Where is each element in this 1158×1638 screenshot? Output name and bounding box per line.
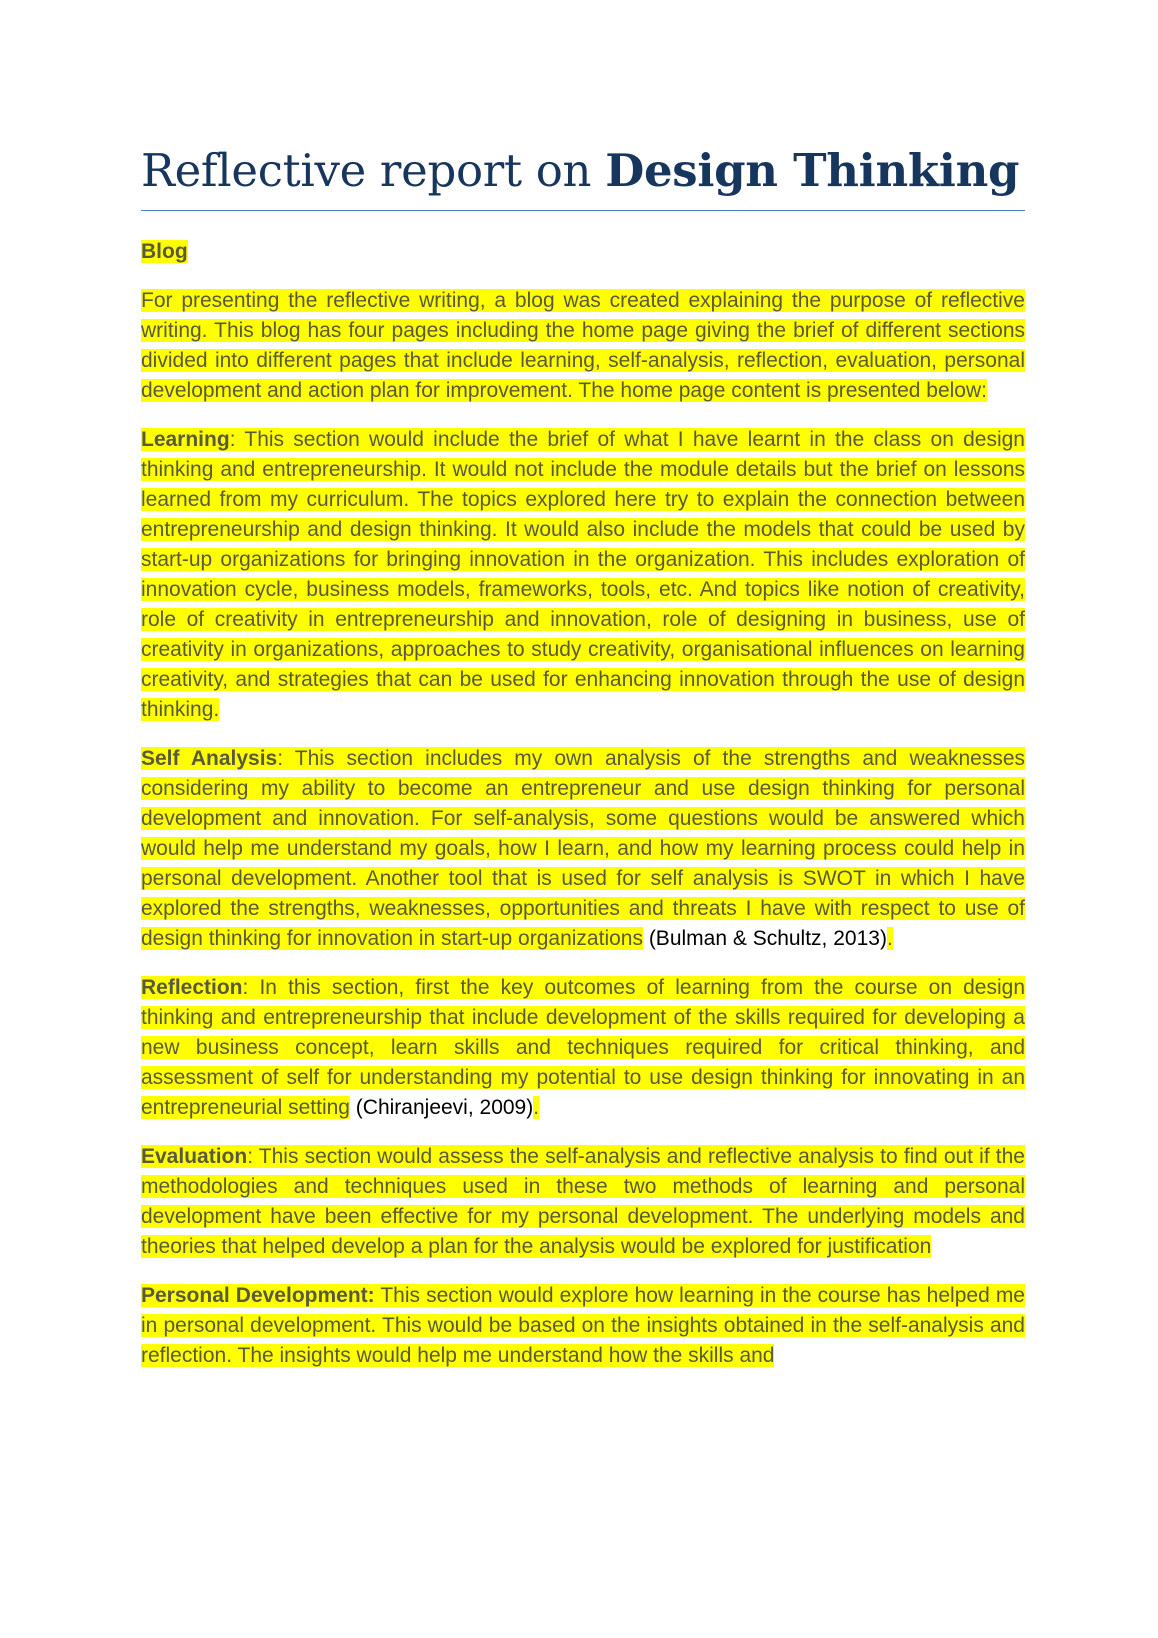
self-analysis-citation: (Bulman & Schultz, 2013)	[642, 927, 887, 950]
self-analysis-paragraph	[141, 744, 1025, 954]
evaluation-paragraph	[141, 1142, 1025, 1262]
personal-development-paragraph	[141, 1281, 1025, 1371]
personal-development-text: This section would explore how learning in the course has helped me in personal development. This would be based on the insights obtained in the self-analysis and reflection. The insights would help me understand how the skills and	[141, 1284, 1025, 1367]
reflection-paragraph	[141, 973, 1025, 1123]
reflection-citation: (Chiranjeevi, 2009)	[349, 1096, 534, 1119]
document-title	[141, 142, 1025, 210]
document-page	[141, 0, 1025, 1371]
learning-paragraph	[141, 425, 1025, 725]
document-body	[141, 286, 1025, 1371]
reflection-term: Reflection	[141, 976, 243, 999]
intro-paragraph	[141, 286, 1025, 406]
evaluation-text: : This section would assess the self-analysis and reflective analysis to find out if the methodologies and techniques used in these two methods of learning and personal development have been effective for my personal development. The underlying models and theories that helped develop a plan for the analysis would be explored for justification	[141, 1145, 1025, 1258]
reflection-text: : In this section, first the key outcomes of learning from the course on design thinking and entrepreneurship that include development of the skills required for developing a new business concept, learn skills and techniques required for critical thinking, and assessment of self for understanding my potential to use design thinking for innovating in an entrepreneurial setting	[141, 976, 1025, 1119]
blog-heading-text: Blog	[141, 240, 188, 263]
self-analysis-text: : This section includes my own analysis of the strengths and weaknesses considering my ability to become an entrepreneur and use design thinking for personal development and innovation. For self-analysis, some questions would be answered which would help me understand my goals, how I learn, and how my learning process could help in personal development. Another tool that is used for self analysis is SWOT in which I have explored the strengths, weaknesses, opportunities and threats I have with respect to use of design thinking for innovation in start-up organizations	[141, 747, 1026, 950]
blog-heading	[141, 237, 1025, 267]
intro-text: For presenting the reflective writing, a blog was created explaining the purpose of reflective writing. This blog has four pages including the home page giving the brief of different sections divided into different pages that include learning, self-analysis, reflection, evaluation, personal development and action plan for improvement. The home page content is presented below:	[141, 289, 1025, 402]
learning-term: Learning	[141, 428, 230, 451]
title-regular: Reflective report on	[141, 144, 606, 197]
self-analysis-term: Self Analysis	[141, 747, 278, 770]
personal-development-term: Personal Development:	[141, 1284, 375, 1307]
self-analysis-end: .	[886, 927, 893, 950]
evaluation-term: Evaluation	[141, 1145, 248, 1168]
title-bold: Design Thinking	[605, 144, 1020, 197]
learning-text: : This section would include the brief of what I have learnt in the class on design thinking and entrepreneurship. It would not include the module details but the brief on lessons learned from my curriculum. The topics explored here try to explain the connection between entrepreneurship and design thinking. It would also include the models that could be used by start-up organizations for bringing innovation in the organization. This includes exploration of innovation cycle, business models, frameworks, tools, etc. And topics like notion of creativity, role of creativity in entrepreneurship and innovation, role of designing in business, use of creativity in organizations, approaches to study creativity, organisational influences on learning creativity, and strategies that can be used for enhancing innovation through the use of design thinking.	[141, 428, 1025, 721]
title-divider	[141, 210, 1025, 211]
reflection-end: .	[533, 1096, 540, 1119]
